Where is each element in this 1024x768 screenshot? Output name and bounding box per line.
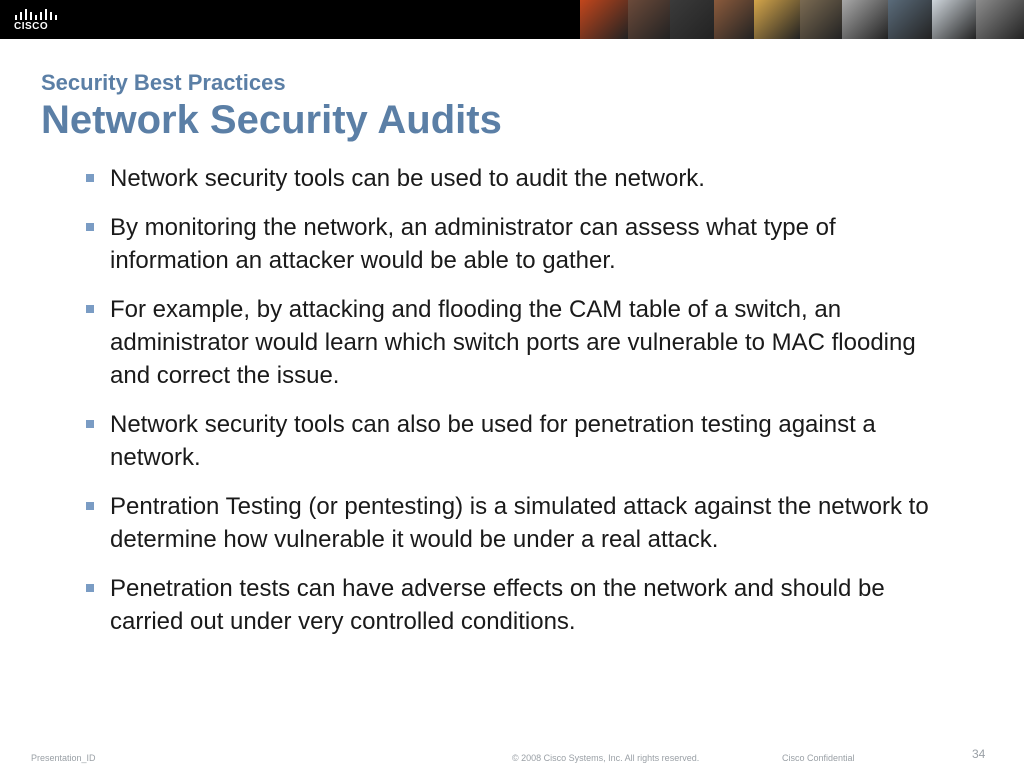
bullet-item (84, 490, 954, 556)
bullet-item (84, 572, 954, 638)
square-bullet-icon (86, 305, 94, 313)
header-photo (800, 0, 842, 39)
square-bullet-icon (86, 223, 94, 231)
bullet-text: For example, by attacking and flooding the CAM table of a switch, an administrator would learn which switch ports are vulnerable to MAC flooding and correct the issue. (110, 296, 916, 389)
header-photo (888, 0, 932, 39)
bullet-text: Pentration Testing (or pentesting) is a simulated attack against the network to determine how vulnerable it would be under a real attack. (110, 493, 929, 553)
footer-confidential: Cisco Confidential (782, 753, 855, 763)
square-bullet-icon (86, 174, 94, 182)
slide-title: Network Security Audits (41, 98, 502, 142)
bullet-item (84, 293, 954, 392)
bullet-text: Network security tools can be used to audit the network. (110, 165, 705, 192)
cisco-logo (14, 7, 58, 33)
square-bullet-icon (86, 502, 94, 510)
header-photo (842, 0, 888, 39)
square-bullet-icon (86, 420, 94, 428)
footer-presentation-id: Presentation_ID (31, 753, 96, 763)
cisco-bars-icon (14, 7, 58, 21)
header-photo (754, 0, 800, 39)
logo-text: CISCO (14, 21, 49, 32)
bullet-item (84, 162, 954, 195)
header-photo (932, 0, 976, 39)
bullet-text: By monitoring the network, an administrator can assess what type of information an attacker would be able to gather. (110, 214, 836, 274)
header-bar (0, 0, 1024, 39)
header-photo (714, 0, 754, 39)
footer-copyright: © 2008 Cisco Systems, Inc. All rights reserved. (512, 753, 700, 763)
header-photo (628, 0, 670, 39)
bullet-text: Network security tools can also be used for penetration testing against a network. (110, 411, 876, 471)
bullet-item (84, 408, 954, 474)
bullet-item (84, 211, 954, 277)
slide-subtitle: Security Best Practices (41, 70, 286, 95)
bullet-text: Penetration tests can have adverse effects on the network and should be carried out under very controlled conditions. (110, 575, 885, 635)
bullet-list (84, 162, 954, 654)
header-photo (976, 0, 1024, 39)
page-number: 34 (972, 747, 986, 761)
header-photo (580, 0, 628, 39)
header-photo-strip (580, 0, 1024, 39)
header-photo (670, 0, 714, 39)
square-bullet-icon (86, 584, 94, 592)
